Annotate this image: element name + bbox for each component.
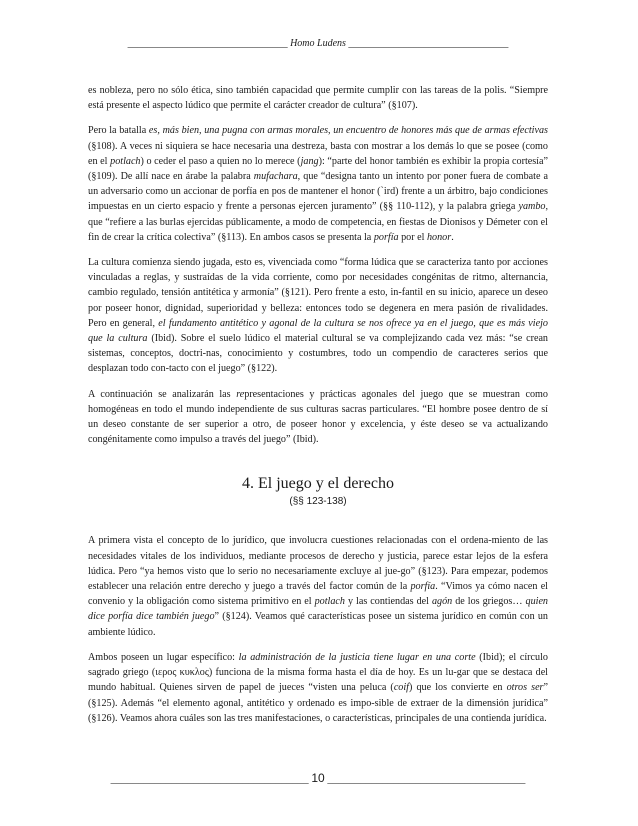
italic-run: porfía bbox=[410, 581, 436, 593]
paragraph-5 bbox=[88, 533, 548, 639]
text-run: , que “refiere a las burlas ejercidas públicamente, a modo de competencia, en fiestas de Dionisos y Démeter con el fin de crear la crítica colectiva” (§113). En ambos casos se presenta la bbox=[88, 201, 548, 243]
italic-run: re bbox=[236, 388, 245, 400]
text-run: Pero la batalla bbox=[88, 125, 149, 137]
text-run: ) que los convierte en bbox=[409, 682, 507, 694]
text-run: ” (§124). Veamos qué características posee un sistema jurídico en común con un ambiente lúdico. bbox=[88, 611, 548, 638]
page-body bbox=[88, 83, 548, 736]
footer-right-rule: ____________________________________ bbox=[327, 773, 526, 785]
paragraph-4 bbox=[88, 387, 548, 448]
italic-run: es, más bien, una pugna con armas morales, un encuentro de honores más que de armas efectivas bbox=[148, 125, 548, 137]
italic-run: yambo bbox=[518, 201, 546, 213]
paragraph-6 bbox=[88, 650, 548, 726]
text-run: (Ibid). Sobre el suelo lúdico el material cultural se va complejizando cada vez más: “se crean sistemas, conceptos, doctri-nas, conocimiento y costumbres, todo un compendio de caracteres serios que desplazan todo con-tacto con el juego” (§122). bbox=[88, 333, 548, 375]
italic-run: potlach bbox=[110, 155, 141, 167]
text-run: por el bbox=[398, 231, 427, 243]
text-run: de los griegos… bbox=[452, 596, 526, 608]
section-subtitle: (§§ 123-138) bbox=[289, 496, 347, 508]
italic-run: honor bbox=[426, 231, 452, 243]
text-run: A continuación se analizarán las bbox=[88, 388, 237, 400]
italic-run: quien dice porfía dice también juego bbox=[88, 596, 548, 623]
paragraph-3 bbox=[88, 255, 548, 377]
text-run: A primera vista el concepto de lo jurídico, que involucra cuestiones relacionadas con el ordena-miento de las necesidades vitales de los individuos, mediante procesos de derecho y justicia, parece estar lejos de la esfera lúdica. Pero “ya hemos visto que lo serio no necesariamente excluye al jue-go” (§123). Para empezar, podemos establecer una relación entre derecho y juego a través del factor común de la bbox=[88, 535, 548, 593]
italic-run: el fundamento antitético y agonal de la cultura se nos ofrece ya en el juego, que es más viejo que la cultura bbox=[88, 317, 548, 345]
text-run: , que “designa tanto un intento por poner fuera de combate a un adversario como un accionar de porfía en pos de mantener el honor (`ird) frente a un árbitro, bajo condiciones impuestas en un cierto espacio y frente a personas ejercen juramento” (§§ 110-112), y la palabra griega bbox=[88, 171, 548, 213]
text-run: ) o ceder el paso a quien no lo merece ( bbox=[140, 155, 301, 167]
text-run: (Ibid); el círculo sagrado griego (ιερος κυκλος) funciona de la misma forma hasta el día de hoy. Es un lu-gar que se destaca del mundo habitual. Quienes sirven de papel de jueces “visten una peluca ( bbox=[88, 651, 548, 694]
text-run: La cultura comienza siendo jugada, esto es, vivenciada como “forma lúdica que se caracteriza tanto por acciones vinculadas a reglas, y sustraídas de la vida corriente, como por necesidades congénitas de ritmo, alternancia, cambio regulado, tensión antitética y armonía” (§121). Pero frente a esto, in-fantil en su inicio, aparece un deseo por poseer honor, dignidad, superioridad y belleza: entonces todo se degenera en mera pasión de rivalidades. Pero en general, bbox=[88, 257, 548, 329]
text-run: es nobleza, pero no sólo ética, sino también capacidad que permite cumplir con las tareas de la polis. “Siempre está presente el aspecto lúdico que permite el carácter creador de cultura” (§107). bbox=[88, 85, 548, 112]
text-run: . bbox=[451, 231, 454, 243]
section-title: 4. El juego y el derecho bbox=[242, 475, 394, 493]
italic-run: jang bbox=[300, 155, 319, 167]
text-run: ): “parte del honor también es exhibir la propia cortesía” (§109). De allí nace en árabe la palabra bbox=[88, 155, 548, 183]
text-run: . “Vimos ya cómo nacen el convenio y la obligación como sistema primitivo en el bbox=[88, 581, 549, 608]
page-footer bbox=[88, 771, 548, 785]
italic-run: potlach bbox=[314, 596, 345, 608]
italic-run: coif bbox=[393, 682, 409, 694]
paragraph-2 bbox=[88, 123, 548, 245]
text-run: ” (§125). Además “el elemento agonal, antitético y ordenado es impo-sible de extraer de la dimensión jurídica” (§126). Veamos ahora cuáles son las tres manifestaciones, o características, principales de una contienda jurídica. bbox=[88, 682, 549, 724]
text-run: Ambos poseen un lugar específico: bbox=[88, 651, 239, 663]
italic-run: la administración de la justicia tiene lugar en una corte bbox=[238, 651, 476, 663]
text-run: y las contiendas del bbox=[344, 596, 432, 608]
italic-run: agón bbox=[431, 596, 453, 608]
text-run: (§108). A veces ni siquiera se hace necesaria una destreza, basta con mostrar a los demás lo que se posee (como en el bbox=[88, 140, 548, 167]
italic-run: porfía bbox=[373, 231, 399, 243]
footer-left-rule: ____________________________________ bbox=[110, 773, 309, 785]
header-title: Homo Ludens bbox=[290, 38, 346, 49]
text-run: presentaciones y prácticas agonales del juego que se muestran como homogéneas en todo el mundo independiente de sus culturas sacras particulares. “El hombre posee dentro de sí un deseo constante de ser superior a otro, de poseer honor y excelencia, y éste deseo se va actualizando congénitamente como impulso a través del juego” (Ibid). bbox=[88, 388, 548, 446]
page-number: 10 bbox=[311, 771, 325, 785]
header-right-rule: ________________________________ bbox=[348, 38, 509, 49]
running-header bbox=[88, 38, 548, 49]
italic-run: otros ser bbox=[506, 682, 544, 694]
header-left-rule: ________________________________ bbox=[127, 38, 288, 49]
paragraph-1 bbox=[88, 83, 548, 113]
italic-run: mufachara bbox=[253, 171, 298, 183]
